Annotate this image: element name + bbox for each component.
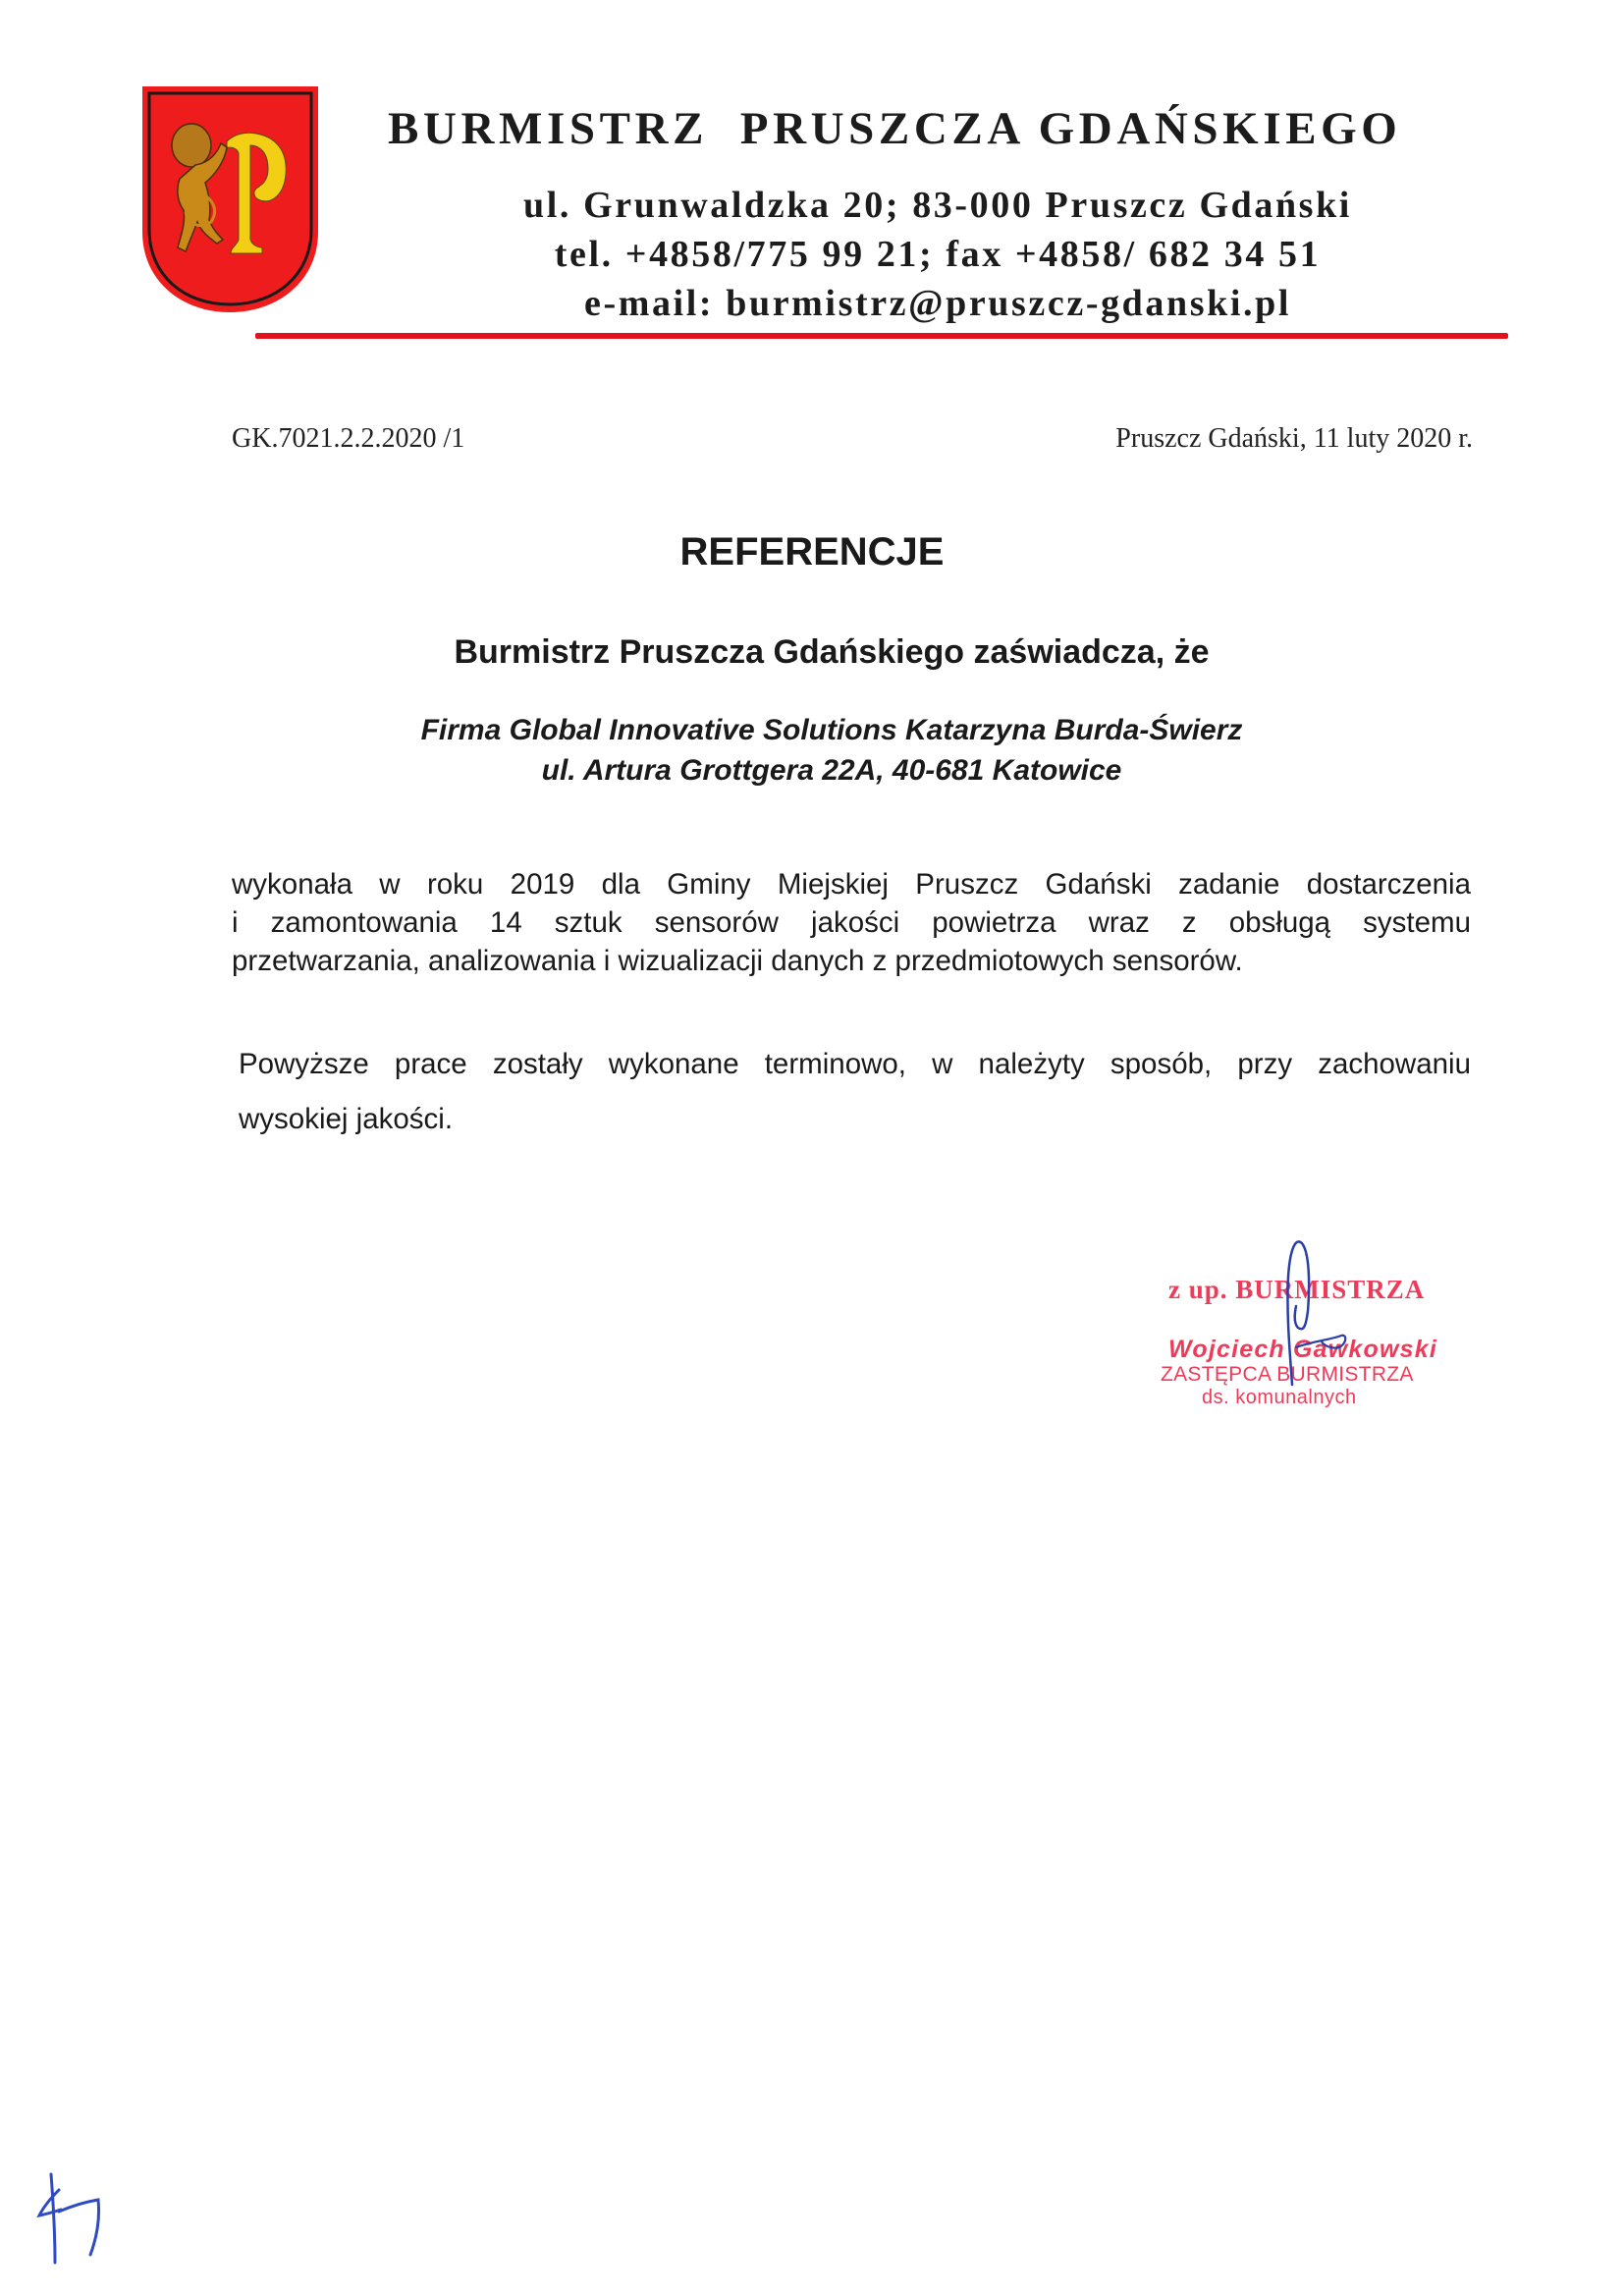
- shield-inner-border: [149, 93, 311, 304]
- case-number: GK.7021.2.2.2020 /1: [232, 423, 465, 454]
- handwritten-signature-icon: [1129, 1218, 1463, 1414]
- company-name: Firma Global Innovative Solutions Katarzyna Burda-Świerz: [420, 714, 1243, 746]
- stamp-authority-line: z up. BURMISTRZA: [1168, 1275, 1426, 1304]
- coat-of-arms-icon: [140, 84, 320, 314]
- certification-statement: Burmistrz Pruszcza Gdańskiego zaświadcza, że: [454, 633, 1210, 671]
- paragraph-line: Powyższe prace zostały wykonane terminowo, w należyty sposób, przy zachowaniu: [239, 1048, 1471, 1080]
- paragraph-line: przetwarzania, analizowania i wizualizacji danych z przedmiotowych sensorów.: [232, 945, 1243, 977]
- company-address: ul. Artura Grottgera 22A, 40-681 Katowice: [541, 754, 1122, 787]
- paragraph-line: wykonała w roku 2019 dla Gminy Miejskiej Pruszcz Gdański zadanie dostarczenia: [232, 868, 1471, 901]
- handwritten-initials-icon: [20, 2141, 196, 2296]
- organization-address: ul. Grunwaldzka 20; 83-000 Pruszcz Gdański: [523, 185, 1352, 226]
- organization-phone-fax: tel. +4858/775 99 21; fax +4858/ 682 34 51: [554, 234, 1322, 275]
- paragraph-work-description: [232, 865, 1471, 980]
- organization-email[interactable]: e-mail: burmistrz@pruszcz-gdanski.pl: [583, 283, 1292, 324]
- stamp-department: ds. komunalnych: [1202, 1387, 1357, 1408]
- letterhead-divider: [255, 333, 1508, 339]
- place-and-date: Pruszcz Gdański, 11 luty 2020 r.: [1115, 423, 1473, 454]
- organization-name: BURMISTRZ PRUSZCZA GDAŃSKIEGO: [388, 103, 1402, 154]
- stamp-signatory-name: Wojciech Gawkowski: [1168, 1336, 1438, 1363]
- document-title: REFERENCJE: [679, 530, 945, 574]
- stamp-signatory-title: ZASTĘPCA BURMISTRZA: [1161, 1363, 1414, 1386]
- paragraph-quality-statement: [239, 1037, 1471, 1147]
- paragraph-line: wysokiej jakości.: [239, 1103, 454, 1135]
- paragraph-line: i zamontowania 14 sztuk sensorów jakości powietrza wraz z obsługą systemu: [232, 906, 1471, 939]
